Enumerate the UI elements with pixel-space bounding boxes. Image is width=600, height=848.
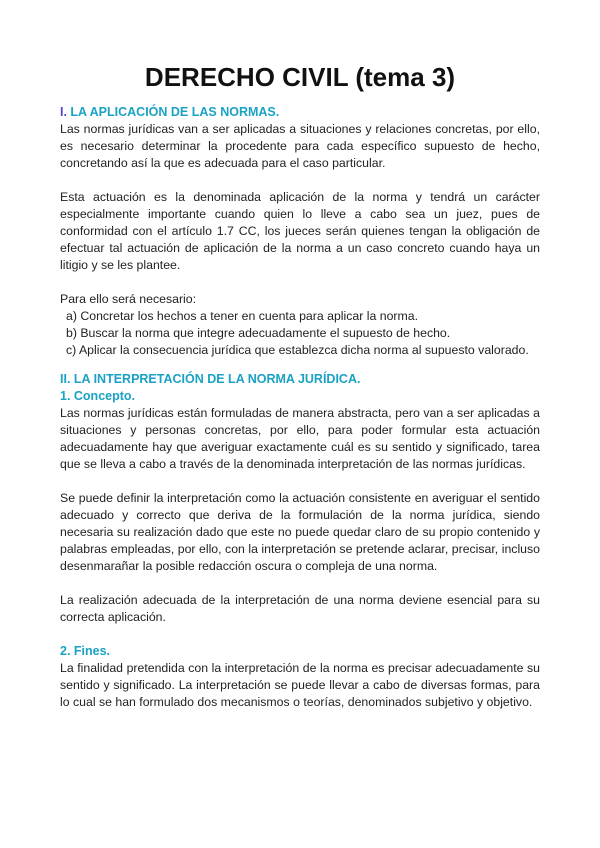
paragraph: La realización adecuada de la interpretación de una norma deviene esencial para su correcta aplicación. xyxy=(60,593,540,624)
section-heading-text: LA APLICACIÓN DE LAS NORMAS. xyxy=(66,105,280,119)
paragraph: Se puede definir la interpretación como la actuación consistente en averiguar el sentido adecuado y correcto que deriva de la formulación de la norma jurídica, siendo necesaria su realización dado que este no puede quedar claro de su propio contenido y palabras empleadas, por ello, con la interpretación se pretende aclarar, precisar, incluso desenmarañar la posible redacción oscura o compleja de una norma. xyxy=(60,491,540,573)
document-page xyxy=(60,60,540,728)
list-item: c) Aplicar la consecuencia jurídica que establezca dicha norma al supuesto valorado. xyxy=(66,343,529,357)
subsection-heading-fines: 2. Fines. xyxy=(60,644,111,658)
section-number: I. xyxy=(60,105,67,119)
paragraph: Las normas jurídicas van a ser aplicadas a situaciones y relaciones concretas, por ello, es necesario determinar la procedente para cada específico supuesto de hecho, concretando así la que es adecuada para el caso particular. xyxy=(60,122,540,170)
paragraph: Las normas jurídicas están formuladas de manera abstracta, pero van a ser aplicadas a situaciones y personas concretas, por ello, para poder formular esta actuación adecuadamente hay que averiguar exactamente cuál es su sentido y significado, tarea que se lleva a cabo a través de la denominada interpretación de las normas jurídicas. xyxy=(60,406,540,471)
document-title: DERECHO CIVIL (tema 3) xyxy=(144,62,456,92)
paragraph: Para ello será necesario: xyxy=(60,292,197,306)
paragraph: La finalidad pretendida con la interpretación de la norma es precisar adecuadamente su sentido y significado. La interpretación se puede llevar a cabo de diversas formas, para lo cual se han formulado dos mecanismos o teorías, denominados subjetivo y objetivo. xyxy=(60,661,540,709)
section-heading-2: II. LA INTERPRETACIÓN DE LA NORMA JURÍDICA. xyxy=(60,372,361,386)
subsection-heading-concepto: 1. Concepto. xyxy=(60,389,136,403)
list-item: b) Buscar la norma que integre adecuadamente el supuesto de hecho. xyxy=(66,326,451,340)
requirements-list xyxy=(60,308,540,359)
paragraph: Esta actuación es la denominada aplicación de la norma y tendrá un carácter especialmente importante cuando quien lo lleve a cabo sea un juez, pues de conformidad con el artículo 1.7 CC, los jueces serán quienes tengan la obligación de efectuar tal actuación de aplicación de la norma a un caso concreto cuando haya un litigio y se les plantee. xyxy=(60,190,540,272)
list-item: a) Concretar los hechos a tener en cuenta para aplicar la norma. xyxy=(66,309,419,323)
section-heading-1 xyxy=(60,104,540,121)
